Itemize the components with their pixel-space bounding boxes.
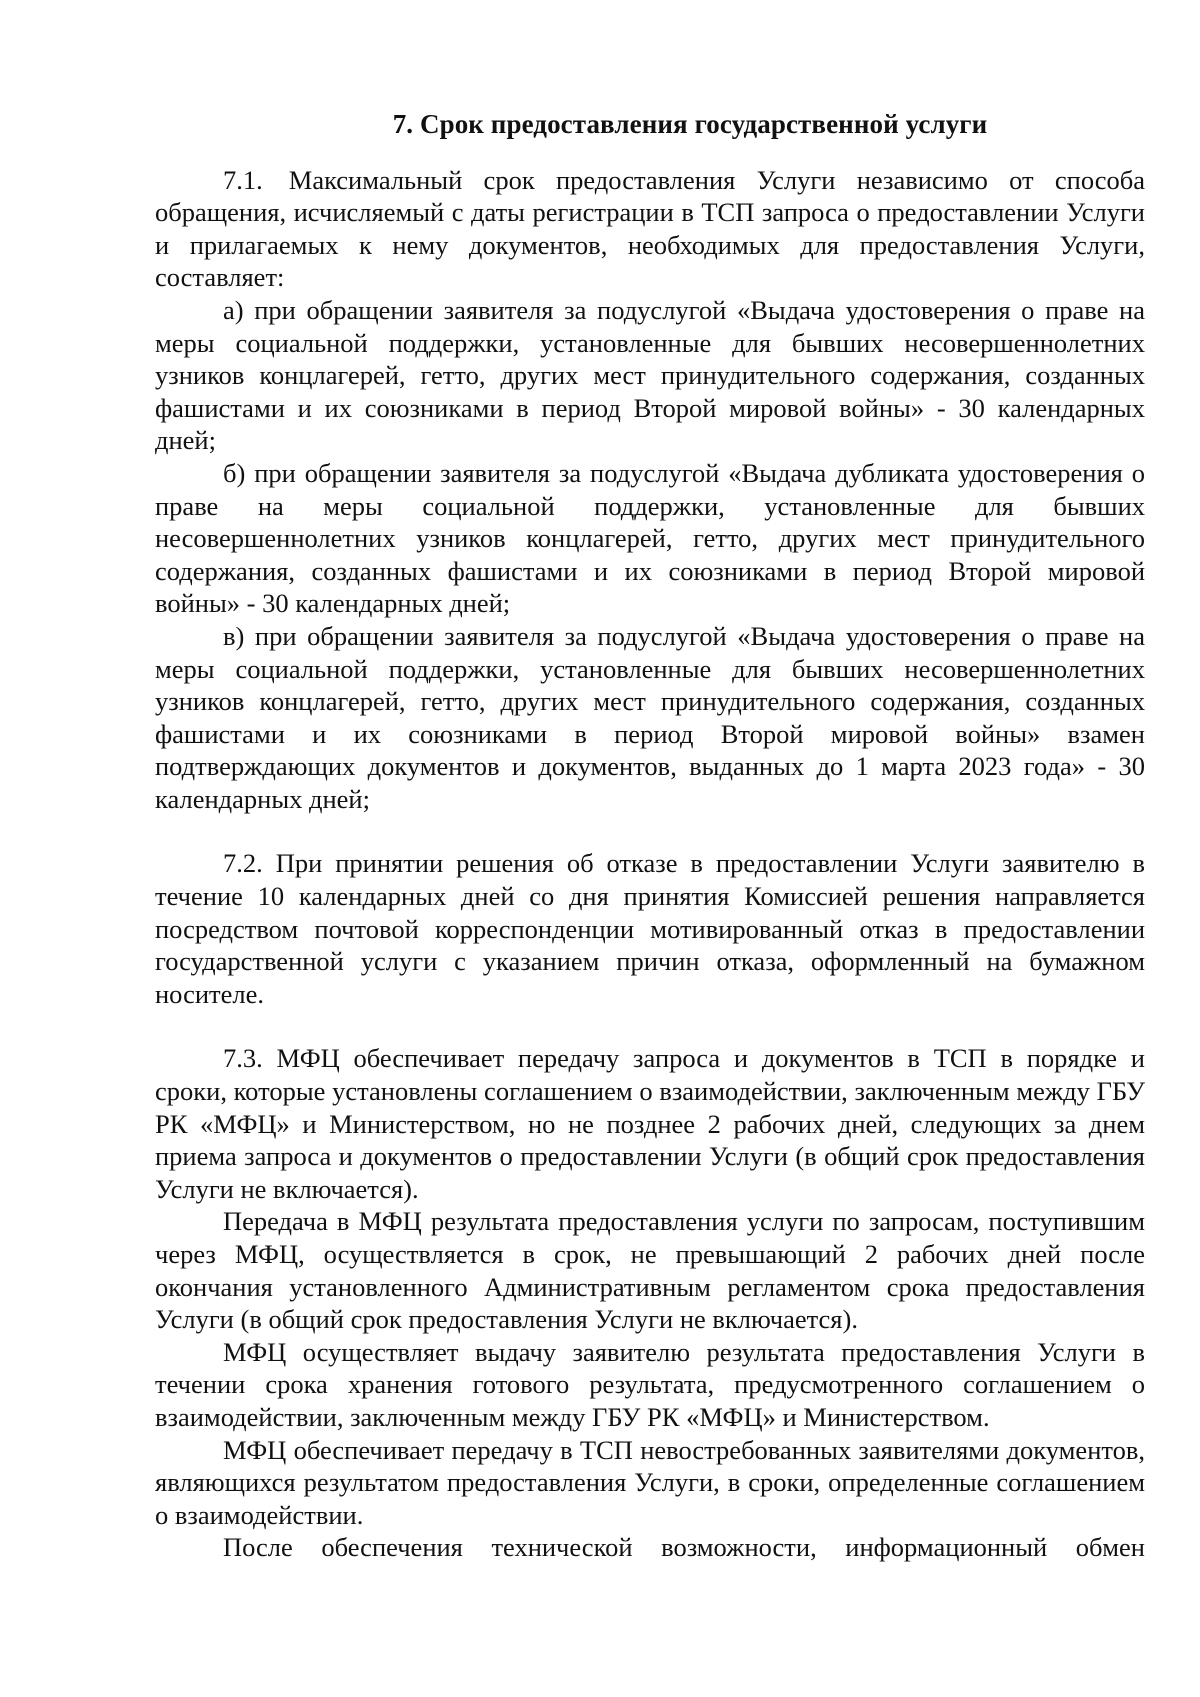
paragraph-unclaimed: МФЦ обеспечивает передачу в ТСП невостребованных заявителями документов, являющихся результатом предоставления Услуги, в сроки, определенные соглашением о взаимодействии. [155, 1434, 1145, 1530]
paragraph-7-1-text: Максимальный срок предоставления Услуги независимо от способа обращения, исчисляемый с даты регистрации в ТСП запроса о предоставлении Услуги и прилагаемых к нему документов, необходимых для предоставления Услуги, составляет: [155, 164, 1145, 293]
paragraph-spacer [155, 1010, 1145, 1042]
paragraph-spacer [155, 815, 1145, 847]
paragraph-7-2: 7.2. При принятии решения об отказе в предоставлении Услуги заявителю в течение 10 календарных дней со дня принятия Комиссией решения направляется посредством почтовой корреспонденции мотивированный отказ в предоставлении государственной услуги с указанием причин отказа, оформленный на бумажном носителе. [155, 848, 1145, 1009]
paragraph-item-b: б) при обращении заявителя за подуслугой «Выдача дубликата удостоверения о праве на меры социальной поддержки, установленные для бывших несовершеннолетних узников концлагерей, гетто, других мест принудительного содержания, созданных фашистами и их союзниками в период Второй мировой войны» - 30 календарных дней; [155, 457, 1145, 619]
paragraph-issue: МФЦ осуществляет выдачу заявителю результата предоставления Услуги в течении срока хранения готового результата, предусмотренного соглашением о взаимодействии, заключенным между ГБУ РК «МФЦ» и Министерством. [155, 1336, 1145, 1432]
paragraph-item-a: а) при обращении заявителя за подуслугой «Выдача удостоверения о праве на меры социальной поддержки, установленные для бывших несовершеннолетних узников концлагерей, гетто, других мест принудительного содержания, созданных фашистами и их союзниками в период Второй мировой войны» - 30 календарных дней; [155, 294, 1145, 456]
section-title: 7. Срок предоставления государственной услуги [392, 109, 988, 139]
paragraph-7-3: 7.3. МФЦ обеспечивает передачу запроса и документов в ТСП в порядке и сроки, которые установлены соглашением о взаимодействии, заключенным между ГБУ РК «МФЦ» и Министерством, но не позднее 2 рабочих дней, следующих за днем приема запроса и документов о предоставлении Услуги (в общий срок предоставления Услуги не включается). [155, 1043, 1145, 1204]
paragraph-after: После обеспечения технической возможности, информационный обмен [223, 1532, 1145, 1563]
paragraph-7-1 [155, 164, 1145, 294]
paragraph-7-1-number: 7.1. [223, 164, 263, 195]
document-page [155, 108, 1145, 1564]
paragraph-item-v: в) при обращении заявителя за подуслугой «Выдача удостоверения о праве на меры социальной поддержки, установленные для бывших несовершеннолетних узников концлагерей, гетто, других мест принудительного содержания, созданных фашистами и их союзниками в период Второй мировой войны» взамен подтверждающих документов и документов, выданных до 1 марта 2023 года» - 30 календарных дней; [155, 620, 1145, 814]
paragraph-transfer: Передача в МФЦ результата предоставления услуги по запросам, поступившим через МФЦ, осуществляется в срок, не превышающий 2 рабочих дней после окончания установленного Административным регламентом срока предоставления Услуги (в общий срок предоставления Услуги не включается). [155, 1206, 1145, 1335]
